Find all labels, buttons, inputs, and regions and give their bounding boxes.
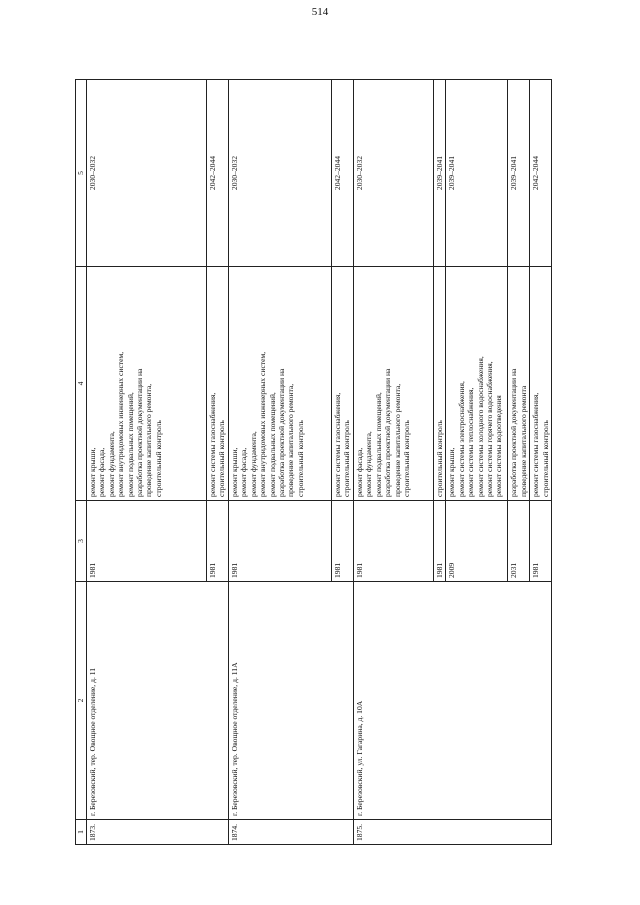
year-cell: 1981 — [354, 501, 434, 582]
works-cell: ремонт фасада, ремонт фундамента, ремонт подвальных помещений, разработка проектной документации на проведение капитального ремонта, строительный контроль — [354, 267, 434, 501]
period-cell: 2030–2032 — [229, 80, 332, 267]
works-cell: ремонт крыши, ремонт фасада, ремонт фундамента, ремонт внутридомовых инженерных систем, ремонт подвальных помещений, разработка проектной документации на проведение капитального ремонта, строительный контроль — [229, 267, 332, 501]
works-cell: строительный контроль — [434, 267, 446, 501]
period-cell: 2042–2044 — [207, 80, 229, 267]
table-header — [76, 80, 87, 845]
year-cell: 1981 — [332, 501, 354, 582]
rotated-sheet — [75, 80, 550, 845]
works-cell: ремонт системы газоснабжения, строительный контроль — [332, 267, 354, 501]
works-cell: ремонт крыши, ремонт фасада, ремонт фундамента, ремонт внутридомовых инженерных систем, ремонт подвальных помещений, разработка проектной документации на проведение капитального ремонта, строительный контроль — [87, 267, 207, 501]
year-cell: 1981 — [434, 501, 446, 582]
capital-repair-table — [75, 79, 552, 845]
header-col-works: 4 — [76, 267, 87, 501]
period-cell: 2039–2041 — [508, 80, 530, 267]
header-row — [76, 80, 87, 845]
works-cell: ремонт системы газоснабжения, строительный контроль — [530, 267, 552, 501]
header-col-number: 1 — [76, 820, 87, 845]
year-cell: 1981 — [229, 501, 332, 582]
table-row — [87, 80, 207, 845]
header-col-address: 2 — [76, 582, 87, 820]
period-cell: 2030–2032 — [354, 80, 434, 267]
header-col-period: 5 — [76, 80, 87, 267]
table-body — [87, 80, 552, 845]
year-cell: 1981 — [530, 501, 552, 582]
period-cell: 2030–2032 — [87, 80, 207, 267]
address-cell: г. Березовский, ул. Гагарина, д. 10А — [354, 582, 552, 820]
period-cell: 2042–2044 — [530, 80, 552, 267]
works-cell: ремонт системы газоснабжения, строительный контроль — [207, 267, 229, 501]
header-col-year: 3 — [76, 501, 87, 582]
table-row — [229, 80, 332, 845]
address-cell: г. Березовский, тер. Овощное отделение, д. 11 — [87, 582, 229, 820]
page-number: 514 — [311, 6, 329, 18]
works-cell: разработка проектной документации на проведение капитального ремонта — [508, 267, 530, 501]
row-number: 1875. — [354, 820, 552, 845]
year-cell: 2031 — [508, 501, 530, 582]
year-cell: 1981 — [87, 501, 207, 582]
works-cell: ремонт крыши, ремонт системы электроснабжения, ремонт системы теплоснабжения, ремонт системы холодного водоснабжения, ремонт системы горячего водоснабжения, ремонт системы водоотведения — [446, 267, 508, 501]
address-cell: г. Березовский, тер. Овощное отделение, д. 11А — [229, 582, 354, 820]
period-cell: 2039–2041 — [446, 80, 508, 267]
period-cell: 2042–2044 — [332, 80, 354, 267]
period-cell: 2039–2041 — [434, 80, 446, 267]
table-row — [354, 80, 434, 845]
year-cell: 2009 — [446, 501, 508, 582]
year-cell: 1981 — [207, 501, 229, 582]
row-number: 1874. — [229, 820, 354, 845]
row-number: 1873. — [87, 820, 229, 845]
